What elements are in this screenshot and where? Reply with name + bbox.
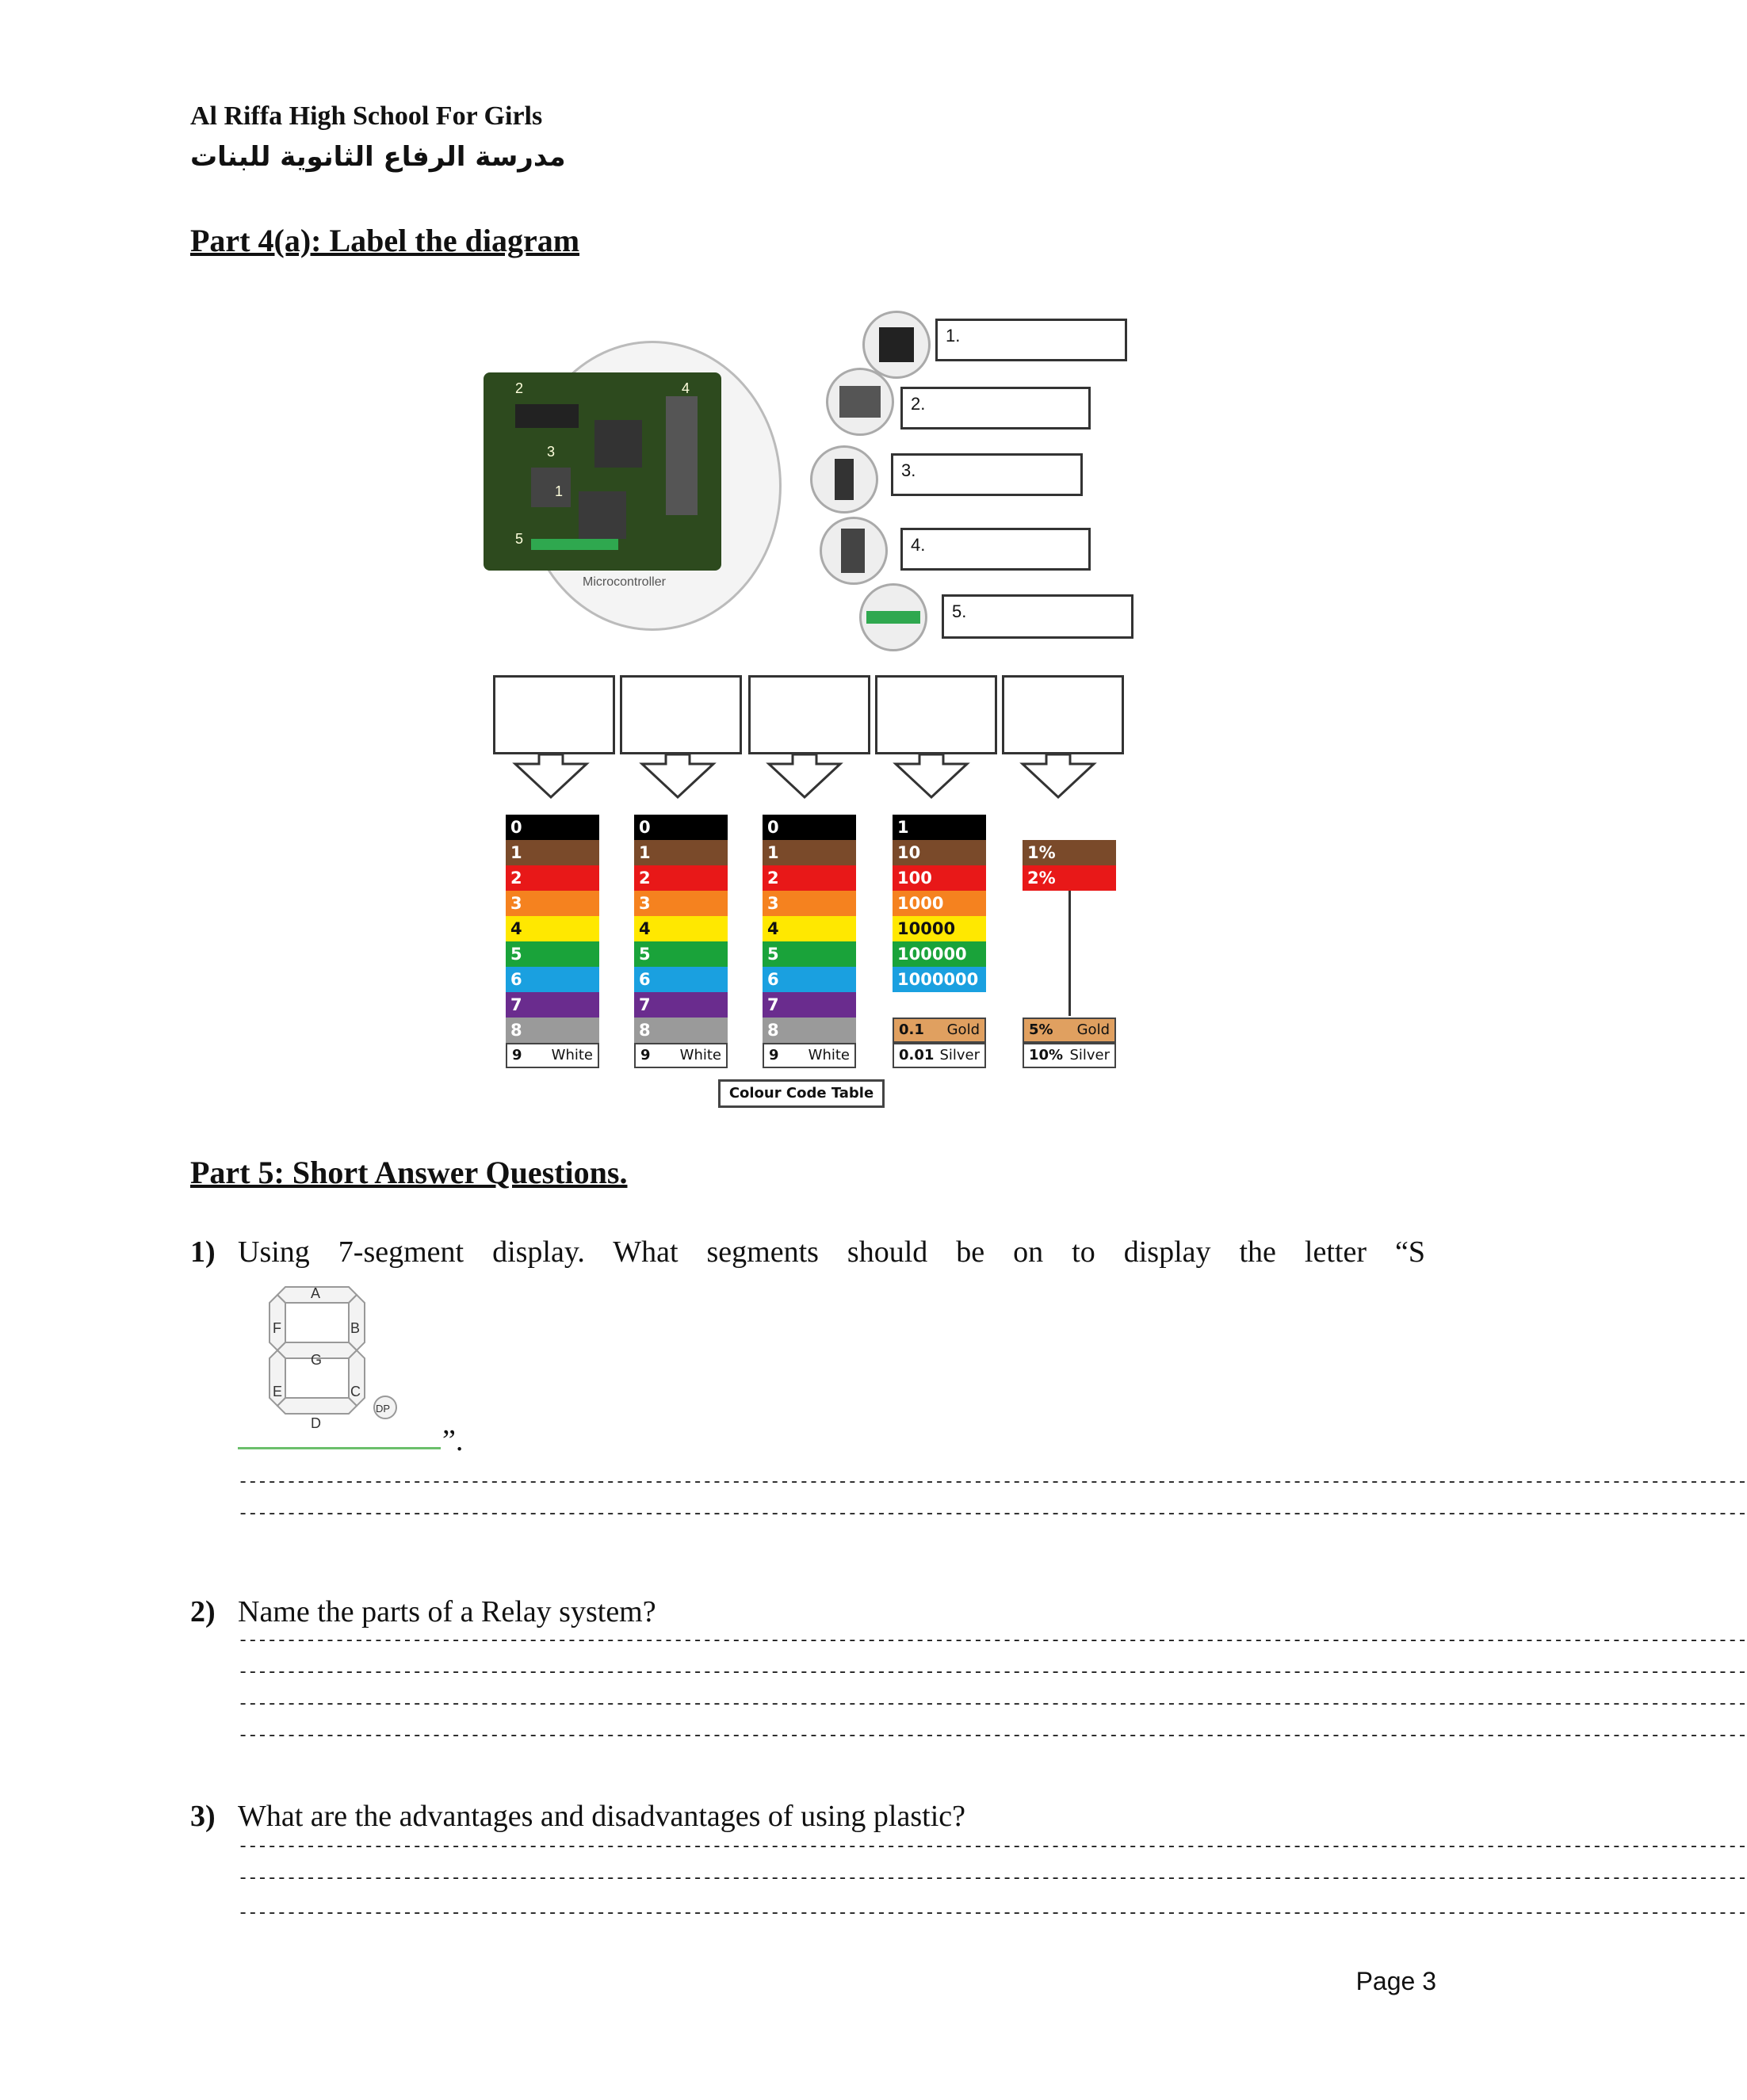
color-band: 7 xyxy=(506,992,599,1018)
label-box-5[interactable] xyxy=(942,594,1133,639)
color-band: 3 xyxy=(506,891,599,916)
ic-component-circle xyxy=(826,368,894,436)
multiplier-band-column xyxy=(893,815,986,1068)
segment-a-label: A xyxy=(311,1285,321,1301)
board-number: 4 xyxy=(682,380,690,396)
color-band: 0 xyxy=(763,815,856,840)
multiplier-band: 1000000 xyxy=(893,967,986,992)
multiplier-silver-band: 0.01 Silver xyxy=(893,1043,986,1068)
tolerance-connector-line xyxy=(1068,891,1071,1016)
question-1-end: ”. xyxy=(442,1424,464,1457)
segment-f-label: F xyxy=(273,1320,281,1336)
question-2-text: Name the parts of a Relay system? xyxy=(238,1595,656,1628)
color-band: 1 xyxy=(634,840,728,865)
color-band: 0 xyxy=(506,815,599,840)
multiplier-band: 1 xyxy=(893,815,986,840)
label-box-4[interactable] xyxy=(900,528,1091,571)
question-3-text: What are the advantages and disadvantages of using plastic? xyxy=(238,1800,965,1833)
segment-g-label: G xyxy=(311,1352,323,1368)
tolerance-band: 1% xyxy=(1023,840,1116,865)
label-box-2[interactable] xyxy=(900,387,1091,430)
board-number: 2 xyxy=(515,380,524,396)
down-arrow-icon xyxy=(642,754,713,797)
resistor-answer-box-2[interactable] xyxy=(620,675,742,754)
label-box-3[interactable] xyxy=(891,453,1083,496)
color-band: 8 xyxy=(763,1018,856,1043)
digit-band-column-1 xyxy=(506,815,599,1068)
color-band: 4 xyxy=(763,916,856,941)
resistor-answer-box-5[interactable] xyxy=(1002,675,1124,754)
seven-segment-display-icon xyxy=(262,1279,412,1445)
color-band: 2 xyxy=(634,865,728,891)
multiplier-band: 10000 xyxy=(893,916,986,941)
color-band: 3 xyxy=(634,891,728,916)
color-band: 1 xyxy=(763,840,856,865)
down-arrow-icon xyxy=(896,754,967,797)
page-number: Page 3 xyxy=(1355,1967,1436,1995)
color-band: 2 xyxy=(763,865,856,891)
answer-line[interactable]: ------------------------------------------------------------------------------------------------------------------------------------------------------------ xyxy=(238,1903,1747,1923)
color-band: 5 xyxy=(506,941,599,967)
color-band: 7 xyxy=(634,992,728,1018)
answer-line[interactable]: ------------------------------------------------------------------------------------------------------------------------------------------------------------ xyxy=(238,1504,1747,1524)
color-band: 6 xyxy=(634,967,728,992)
color-band: 6 xyxy=(763,967,856,992)
color-band: 2 xyxy=(506,865,599,891)
board-number: 5 xyxy=(515,531,524,547)
chip-component-circle xyxy=(862,311,931,379)
multiplier-gold-band: 0.1 Gold xyxy=(893,1018,986,1043)
resistor-answer-box-1[interactable] xyxy=(493,675,615,754)
color-band: 7 xyxy=(763,992,856,1018)
answer-line[interactable]: ------------------------------------------------------------------------------------------------------------------------------------------------------------ xyxy=(238,1663,1747,1682)
question-1-text: Using 7-segment display. What segments should be on to display the letter “S xyxy=(238,1235,1425,1269)
label-number: 2. xyxy=(911,394,926,414)
question-3-number: 3) xyxy=(190,1800,216,1833)
down-arrow-icon xyxy=(769,754,840,797)
down-arrows xyxy=(476,753,1157,808)
digit-band-column-3 xyxy=(763,815,856,1068)
multiplier-band: 100 xyxy=(893,865,986,891)
segment-c-label: C xyxy=(350,1384,361,1399)
segment-dp-label: DP xyxy=(376,1403,391,1415)
led-strip-component-circle xyxy=(859,583,927,651)
question-1-number: 1) xyxy=(190,1235,216,1269)
color-band: 5 xyxy=(763,941,856,967)
segment-b-label: B xyxy=(350,1320,361,1336)
question-2-number: 2) xyxy=(190,1595,216,1628)
resistor-answer-box-4[interactable] xyxy=(875,675,997,754)
label-number: 4. xyxy=(911,535,926,555)
school-name-ar: مدرسة الرفاع الثانوية للبنات xyxy=(190,141,566,173)
part4-heading: Part 4(a): Label the diagram xyxy=(190,223,580,258)
answer-line[interactable]: ------------------------------------------------------------------------------------------------------------------------------------------------------------ xyxy=(238,1869,1747,1888)
segment-d-label: D xyxy=(311,1415,321,1431)
board-number: 1 xyxy=(555,483,564,499)
tolerance-band: 2% xyxy=(1023,865,1116,891)
down-arrow-icon xyxy=(515,754,587,797)
answer-line[interactable]: ------------------------------------------------------------------------------------------------------------------------------------------------------------ xyxy=(238,1694,1747,1714)
answer-line[interactable]: ------------------------------------------------------------------------------------------------------------------------------------------------------------ xyxy=(238,1472,1747,1492)
eprom-component-circle xyxy=(810,445,878,514)
digit-band-column-2 xyxy=(634,815,728,1068)
label-number: 1. xyxy=(946,326,961,346)
board-number: 3 xyxy=(547,444,556,460)
multiplier-band: 100000 xyxy=(893,941,986,967)
resistor-answer-box-3[interactable] xyxy=(748,675,870,754)
connector-component-circle xyxy=(820,517,888,585)
answer-line[interactable]: ------------------------------------------------------------------------------------------------------------------------------------------------------------ xyxy=(238,1726,1747,1746)
segment-e-label: E xyxy=(273,1384,283,1399)
tolerance-silver-band: 10% Silver xyxy=(1023,1043,1116,1068)
color-band: 4 xyxy=(634,916,728,941)
label-box-1[interactable] xyxy=(935,319,1127,361)
color-band-white: 9 White xyxy=(506,1043,599,1068)
color-band-white: 9 White xyxy=(763,1043,856,1068)
label-number: 5. xyxy=(952,601,967,621)
answer-line[interactable]: ------------------------------------------------------------------------------------------------------------------------------------------------------------ xyxy=(238,1837,1747,1857)
down-arrow-icon xyxy=(1023,754,1094,797)
microcontroller-label: Microcontroller xyxy=(583,575,666,589)
color-band: 0 xyxy=(634,815,728,840)
multiplier-band: 1000 xyxy=(893,891,986,916)
answer-underline[interactable] xyxy=(238,1447,441,1449)
part5-heading: Part 5: Short Answer Questions. xyxy=(190,1155,628,1190)
color-band-white: 9 White xyxy=(634,1043,728,1068)
label-number: 3. xyxy=(901,460,916,480)
color-band: 6 xyxy=(506,967,599,992)
color-band: 1 xyxy=(506,840,599,865)
color-band: 8 xyxy=(506,1018,599,1043)
tolerance-gold-band: 5% Gold xyxy=(1023,1018,1116,1043)
color-band: 3 xyxy=(763,891,856,916)
color-band: 8 xyxy=(634,1018,728,1043)
multiplier-band: 10 xyxy=(893,840,986,865)
colour-code-table-label: Colour Code Table xyxy=(718,1079,885,1108)
answer-line[interactable]: ------------------------------------------------------------------------------------------------------------------------------------------------------------ xyxy=(238,1631,1747,1651)
circuit-board-image xyxy=(484,372,721,571)
school-name-en: Al Riffa High School For Girls xyxy=(190,101,543,131)
color-band: 5 xyxy=(634,941,728,967)
color-band: 4 xyxy=(506,916,599,941)
